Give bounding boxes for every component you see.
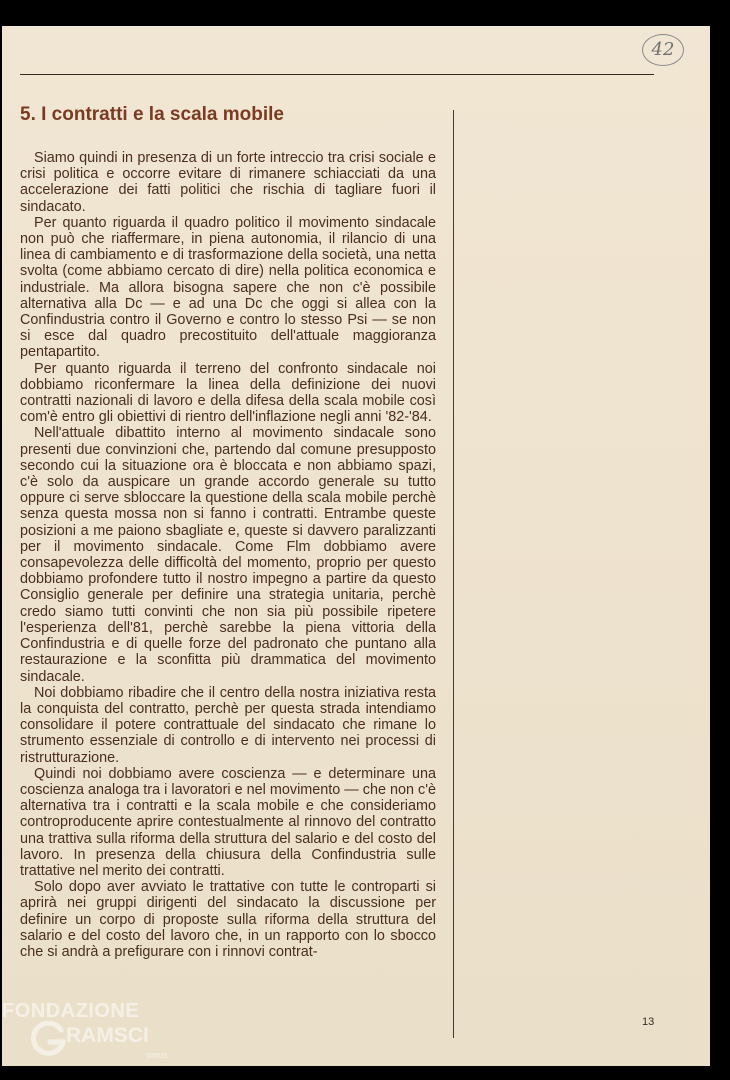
paragraph: Per quanto riguarda il terreno del confronto sindacale noi dobbiamo riconfermare la linea della definizione dei nuovi contratti nazionali di lavoro e della difesa della scala mobile così com'è entro gli obiettivi di rientro dell'inflazione negli anni '82-'84. <box>20 360 436 426</box>
paragraph: Solo dopo aver avviato le trattative con tutte le controparti si aprirà nei gruppi dirigenti del sindacato la discussione per definire un corpo di proposte sulla riforma della struttura del salario e del costo del lavoro che, in un rapporto con lo sbocco che si andrà a prefigurare con i rinnovi contrat- <box>20 879 436 960</box>
paragraph: Siamo quindi in presenza di un forte intreccio tra crisi sociale e crisi politica e occorre evitare di rimanere schiacciati da una accelerazione dei fatti politici che rischia di tagliare fuori il sindacato. <box>20 150 436 215</box>
paragraph: Noi dobbiamo ribadire che il centro della nostra iniziativa resta la conquista del contratto, perchè per questa strada intendiamo consolidare il potere contrattuale del sindacato che rimane lo strumento essenziale di controllo e di intervento nei processi di ristrutturazione. <box>20 684 436 766</box>
page-number: 13 <box>642 1016 655 1028</box>
watermark-g-icon <box>30 1020 68 1058</box>
watermark-logo <box>0 1000 200 1060</box>
paragraph: Per quanto riguarda il quadro politico il movimento sindacale non può che riaffermare, in piena autonomia, il rilancio di una linea di cambiamento e di trasformazione della società, una netta svolta (come abbiamo cercato di dire) nella politica economica e industriale. Ma allora bisogna sapere che non c'è possibile alternativa alla Dc — e ad una Dc che oggi si allea con la Confindustria contro il Governo e contro lo stesso Psi — se non si esce dal quadro precostituito dell'attuale maggioranza pentapartito. <box>20 214 436 361</box>
body-text-column <box>20 150 436 960</box>
section-heading: 5. I contratti e la scala mobile <box>20 104 284 125</box>
top-rule <box>20 74 654 75</box>
watermark-line-1: FONDAZIONE <box>2 1000 140 1022</box>
handwritten-page-number: 42 <box>642 34 684 66</box>
document-page <box>2 26 710 1066</box>
watermark-line-3: onlus <box>146 1050 168 1060</box>
column-divider <box>453 110 454 1038</box>
paragraph: Quindi noi dobbiamo avere coscienza — e determinare una coscienza analoga tra i lavoratori e nel movimento — che non c'è alternativa tra i contratti e la scala mobile e che consideriamo controproducente aprire contestualmente al rinnovo del contratto una trattiva sulla riforma della struttura del salario e del costo del lavoro. In presenza della chiusura della Confindustria sulle trattative nel merito dei contratti. <box>20 765 436 879</box>
watermark-line-2: RAMSCI <box>66 1024 149 1047</box>
paragraph: Nell'attuale dibattito interno al movimento sindacale sono presenti due convinzioni che, partendo dal comune presupposto secondo cui la situazione ora è bloccata e non abbiamo spazi, c'è solo da auspicare un grande accordo generale su tutto oppure ci serve sbloccare la questione della scala mobile perchè senza questa mossa non si fanno i contratti. Entrambe queste posizioni a me paiono sbagliate e, queste si davvero paralizzanti per il movimento sindacale. Come Flm dobbiamo avere consapevolezza delle difficoltà del momento, proprio per questo dobbiamo profondere tutto il nostro impegno a partire da questo Consiglio generale per definire una strategia unitaria, perchè credo siamo tutti convinti che non sia più possibile ripetere l'esperienza dell'81, perchè sarebbe la piena vittoria della Confindustria e di quelle forze del padronato che puntano alla restaurazione e la sconfitta più drammatica del movimento sindacale. <box>20 425 436 685</box>
